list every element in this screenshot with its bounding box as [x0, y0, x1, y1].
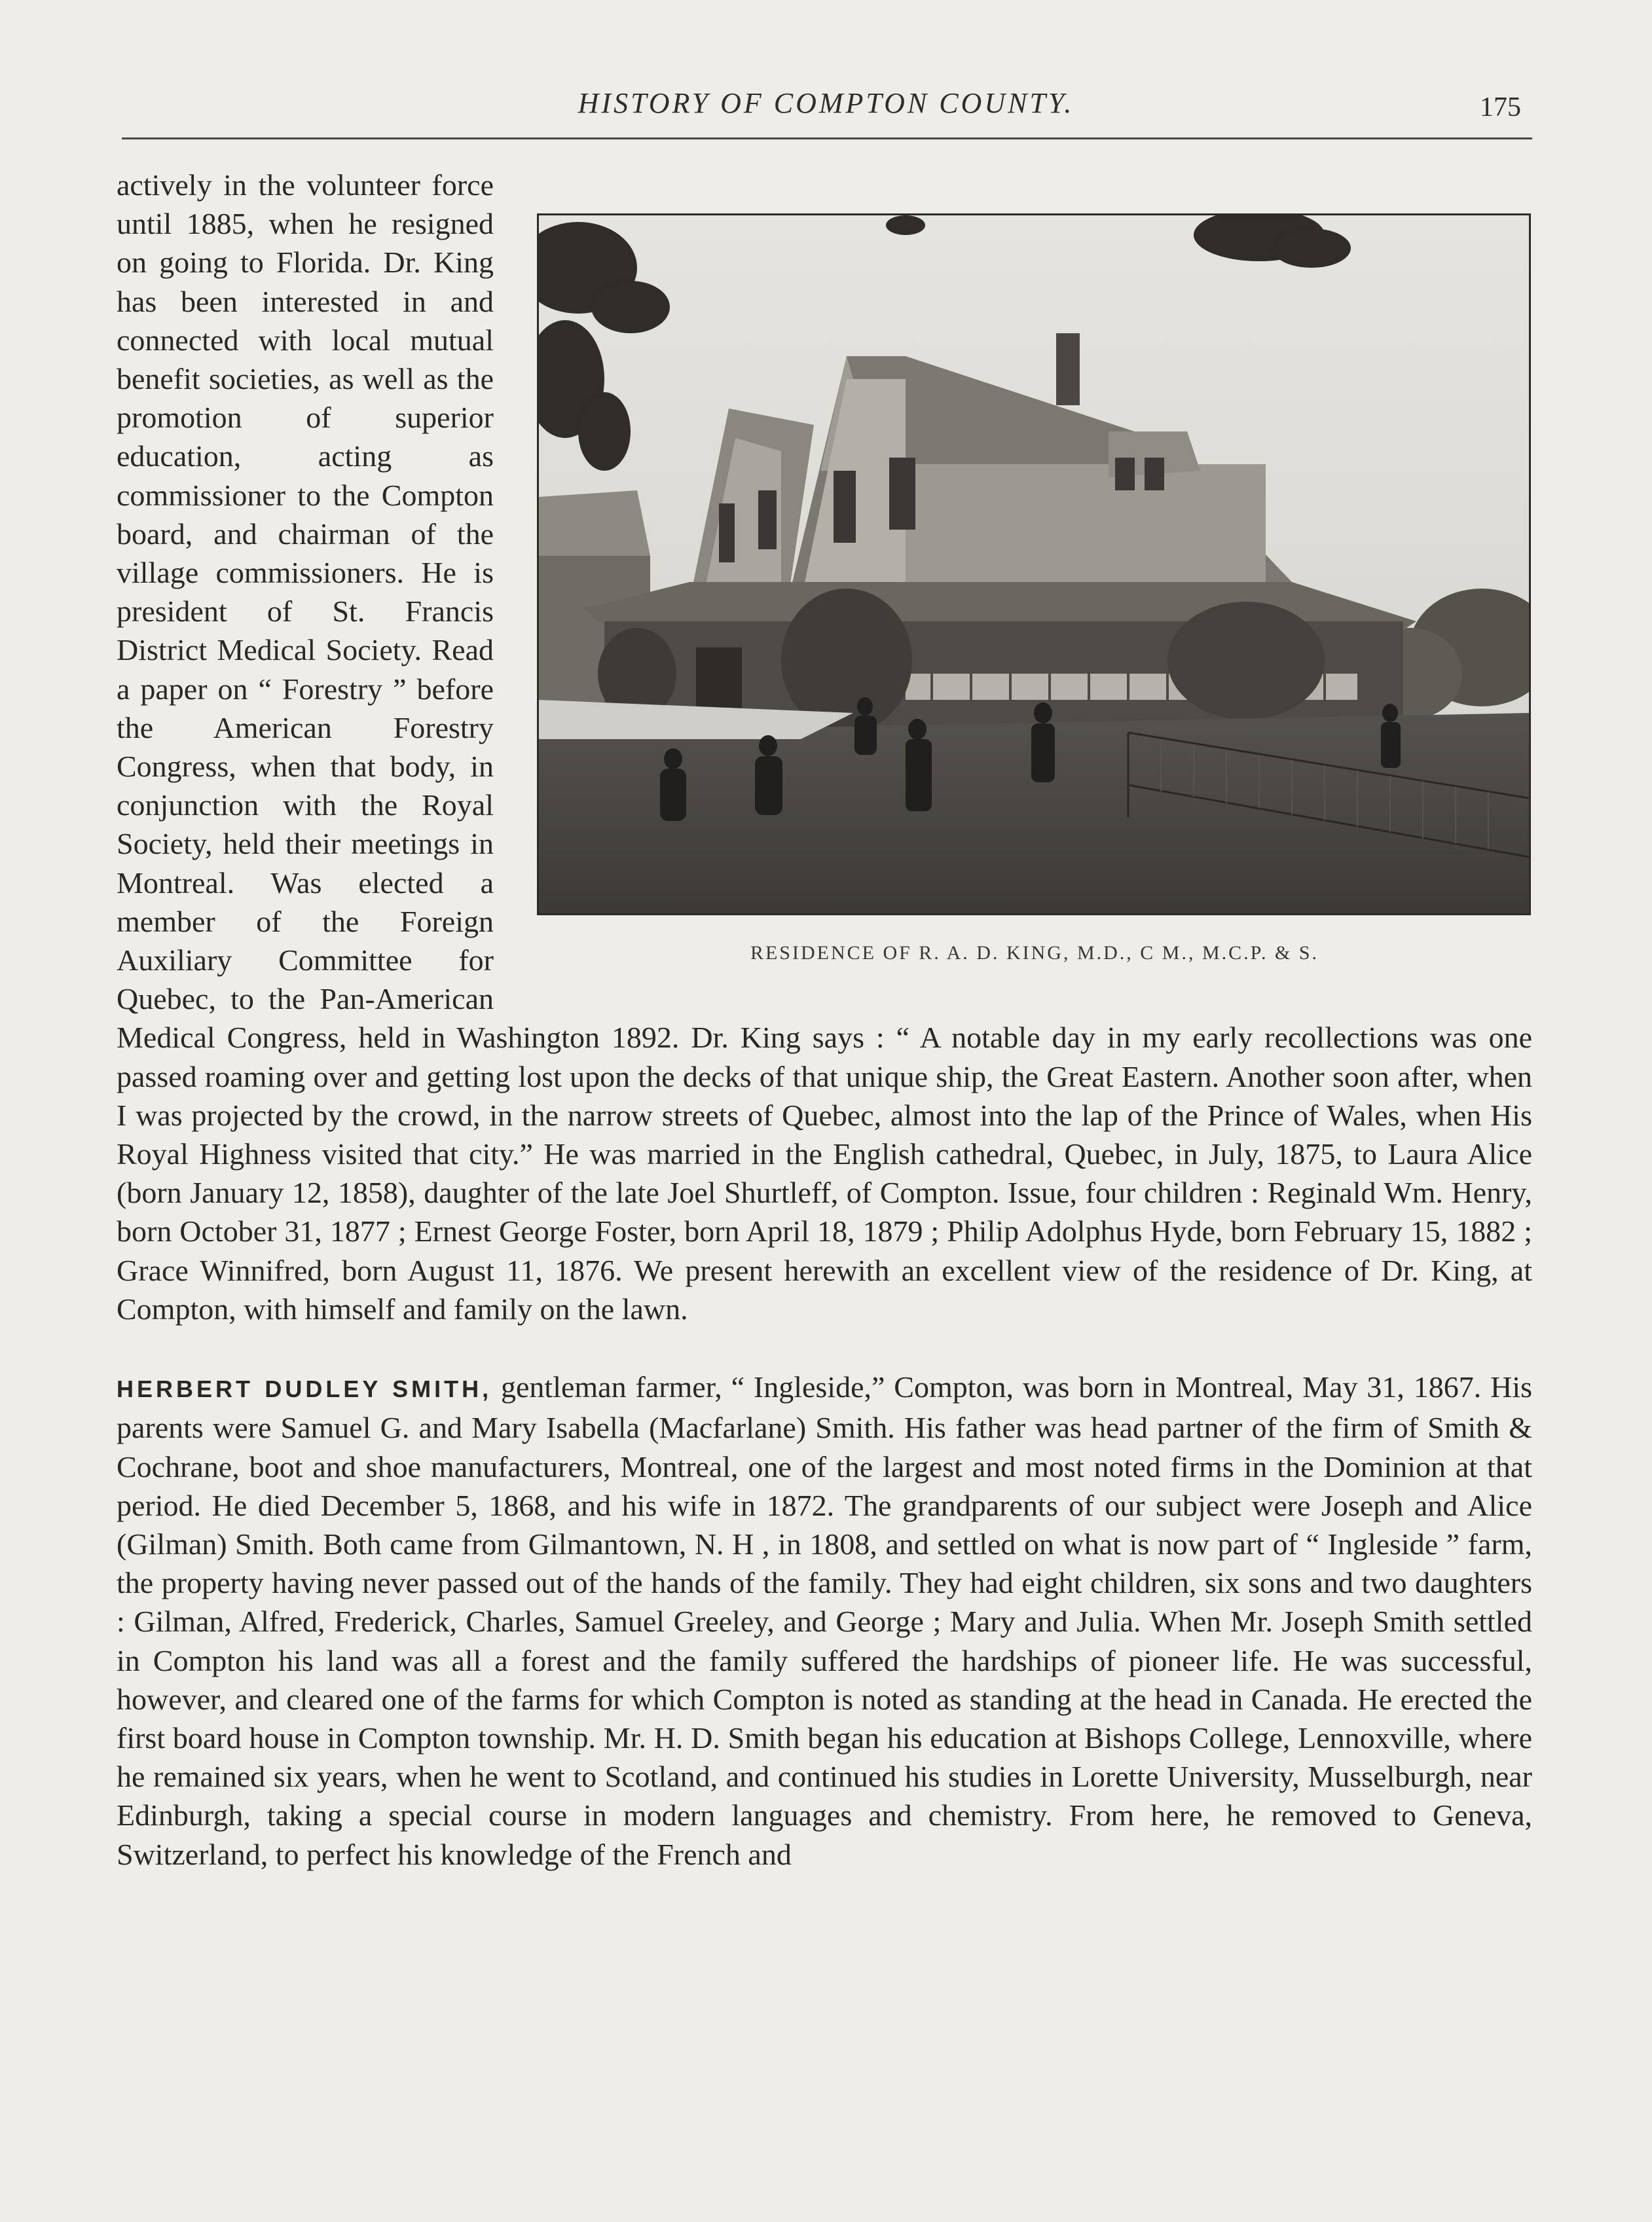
paragraph-smith-text: gentleman farmer, “ Ingleside,” Compton, was born in Montreal, May 31, 1867. His parents were Samuel G. and Mary Isabella (Macfarlane) Smith. His father was head partner of the firm of Smith & Cochrane, boot and shoe manufacturers, Montreal, one of the largest and most noted firms in the Dominion at that period. He died December 5, 1868, and his wife in 1872. The grandparents of our subject were Joseph and Alice (Gilman) Smith. Both came from Gilmantown, N. H , in 1808, and settled on what is now part of “ Ingleside ” farm, the property having never passed out of the hands of the family. They had eight children, six sons and two daughters : Gilman, Alfred, Frederick, Charles, Samuel Greeley, and George ; Mary and Julia. When Mr. Joseph Smith settled in Compton his land was all a forest and the family suffered the hardships of pioneer life. He was successful, however, and cleared one of the farms for which Compton is noted as standing at the head in Canada. He erected the first board house in Compton township. Mr. H. D. Smith began his education at Bishops College, Lennoxville, where he remained six years, when he went to Scotland, and continued his studies in Lorette University, Musselburgh, near Edinburgh, taking a special course in modern languages and chemistry. From here, he removed to Geneva, Switzerland, to perfect his knowledge of the French and	[117, 1370, 1533, 1871]
residence-photograph	[537, 213, 1531, 915]
residence-figure	[537, 213, 1532, 994]
body-text	[117, 166, 1532, 1874]
paragraph-king: actively in the volunteer force until 1885, when he resigned on going to Florida. Dr. King has been interested in and connected with local mutual benefit societies, as well as the promotion of superior education, acting as commissioner to the Compton board, and chairman of the village commissioners. He is president of St. Francis District Medical Society. Read a paper on “ Forestry ” before the American Forestry Congress, when that body, in conjunction with the Royal Society, held their meetings in Montreal. Was elected a member of the Foreign Auxiliary Committee for Quebec, to the Pan-American Medical Congress, held in Washington 1892. Dr. King says : “ A notable day in my early recollections was one passed roaming over and getting lost upon the decks of that unique ship, the Great Eastern. Another soon after, when I was projected by the crowd, in the narrow streets of Quebec, almost into the lap of the Prince of Wales, when His Royal Highness visited that city.” He was married in the English cathedral, Quebec, in July, 1875, to Laura Alice (born January 12, 1858), daughter of the late Joel Shurtleff, of Compton. Issue, four children : Reginald Wm. Henry, born October 31, 1877 ; Ernest George Foster, born April 18, 1879 ; Philip Adolphus Hyde, born February 15, 1882 ; Grace Winnifred, born August 11, 1876. We present herewith an excellent view of the residence of Dr. King, at Compton, with himself and family on the lawn.	[117, 168, 1532, 1326]
header-rule	[122, 137, 1532, 139]
paragraph-smith	[117, 1368, 1532, 1874]
page-number: 175	[1480, 92, 1521, 122]
subject-name: HERBERT DUDLEY SMITH,	[117, 1375, 492, 1403]
running-title: HISTORY OF COMPTON COUNTY.	[578, 87, 1074, 119]
figure-caption: RESIDENCE OF R. A. D. KING, M.D., C M., M.C.P. & S.	[750, 942, 1319, 964]
